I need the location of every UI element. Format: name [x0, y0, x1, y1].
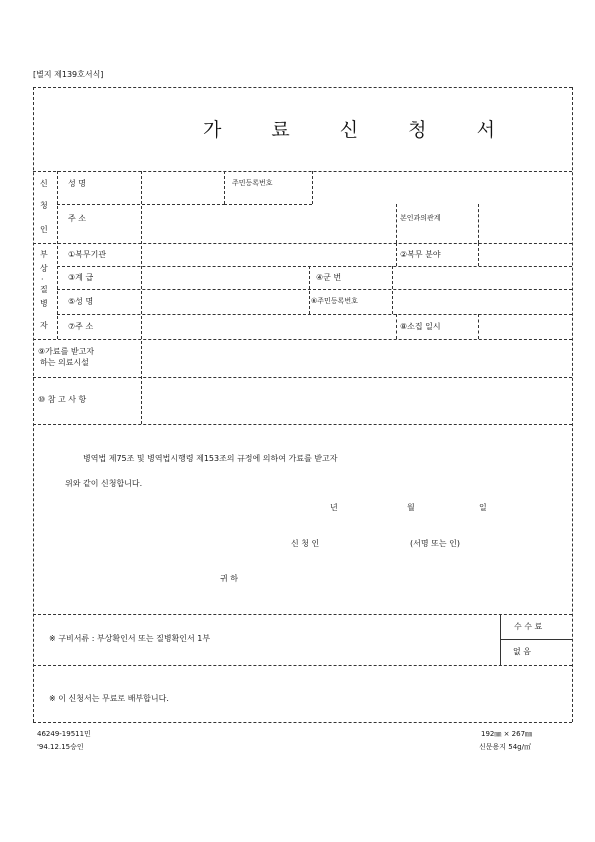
attachments-note: ※ 구비서류 : 부상확인서 또는 질병확인서 1부: [49, 634, 211, 643]
statement-line1: 병역법 제75조 및 병역법시행령 제153조의 규정에 의하여 가료를 받고자: [83, 454, 338, 463]
applicant-side-label-3: 인: [40, 225, 48, 234]
free-distribution-note: ※ 이 신청서는 무료로 배부합니다.: [49, 694, 169, 703]
discharge-date-label: ⑧소집 일시: [400, 322, 441, 331]
applicant-relation-label: 본인과의관계: [400, 214, 441, 222]
facility-label-line1: ⑨가료를 받고자: [38, 347, 95, 356]
patient-side-label-2: 상: [40, 264, 48, 273]
form-number: [별지 제139호서식]: [33, 70, 104, 79]
patient-side-label-3: ·: [41, 275, 44, 284]
applicant-name-label: 성 명: [68, 179, 86, 188]
patient-side-label-4: 질: [40, 285, 48, 294]
patient-side-label-6: 자: [40, 321, 48, 330]
footer-code: 46249-19511민: [37, 730, 91, 738]
page-title: 가 료 신 청 서: [203, 119, 517, 141]
statement-line2: 위와 같이 신청합니다.: [65, 479, 143, 488]
applicant-side-label-2: 청: [40, 201, 48, 210]
applicant-rrn-label: 주민등록번호: [232, 179, 273, 187]
remarks-label: ⑩ 참 고 사 항: [38, 395, 87, 404]
signer-label: 신 청 인: [291, 539, 320, 548]
patient-side-label-5: 병: [40, 299, 48, 308]
date-year-label: 년: [330, 503, 338, 512]
recipient-label: 귀 하: [220, 574, 238, 583]
patient-address-label: ⑦주 소: [68, 322, 94, 331]
rank-label: ③계 급: [68, 273, 94, 282]
unit-label: ④군 번: [316, 273, 342, 282]
signature-note: (서명 또는 인): [410, 539, 460, 548]
date-day-label: 일: [479, 503, 487, 512]
applicant-address-label: 주 소: [68, 214, 86, 223]
patient-side-label-1: 부: [40, 250, 48, 259]
fee-label: 수 수 료: [514, 622, 543, 631]
border-left: [33, 87, 34, 722]
service-period-label: ①복무기관: [68, 250, 107, 259]
fee-value: 없 음: [513, 647, 531, 656]
service-branch-label: ②복무 분야: [400, 250, 441, 259]
border-top: [33, 87, 572, 88]
applicant-side-label-1: 신: [40, 179, 48, 188]
footer-approval: '94.12.15승인: [37, 743, 84, 751]
patient-name-label: ⑤성 명: [68, 297, 94, 306]
patient-rrn-label: ⑥주민등록번호: [311, 297, 358, 305]
date-month-label: 월: [407, 503, 415, 512]
facility-label-line2: 하는 의료시설: [40, 358, 89, 367]
border-bottom: [33, 722, 572, 723]
footer-size: 192㎜ × 267㎜: [481, 730, 533, 738]
footer-paper: 신문용지 54g/㎡: [479, 743, 531, 751]
border-right: [572, 87, 573, 722]
